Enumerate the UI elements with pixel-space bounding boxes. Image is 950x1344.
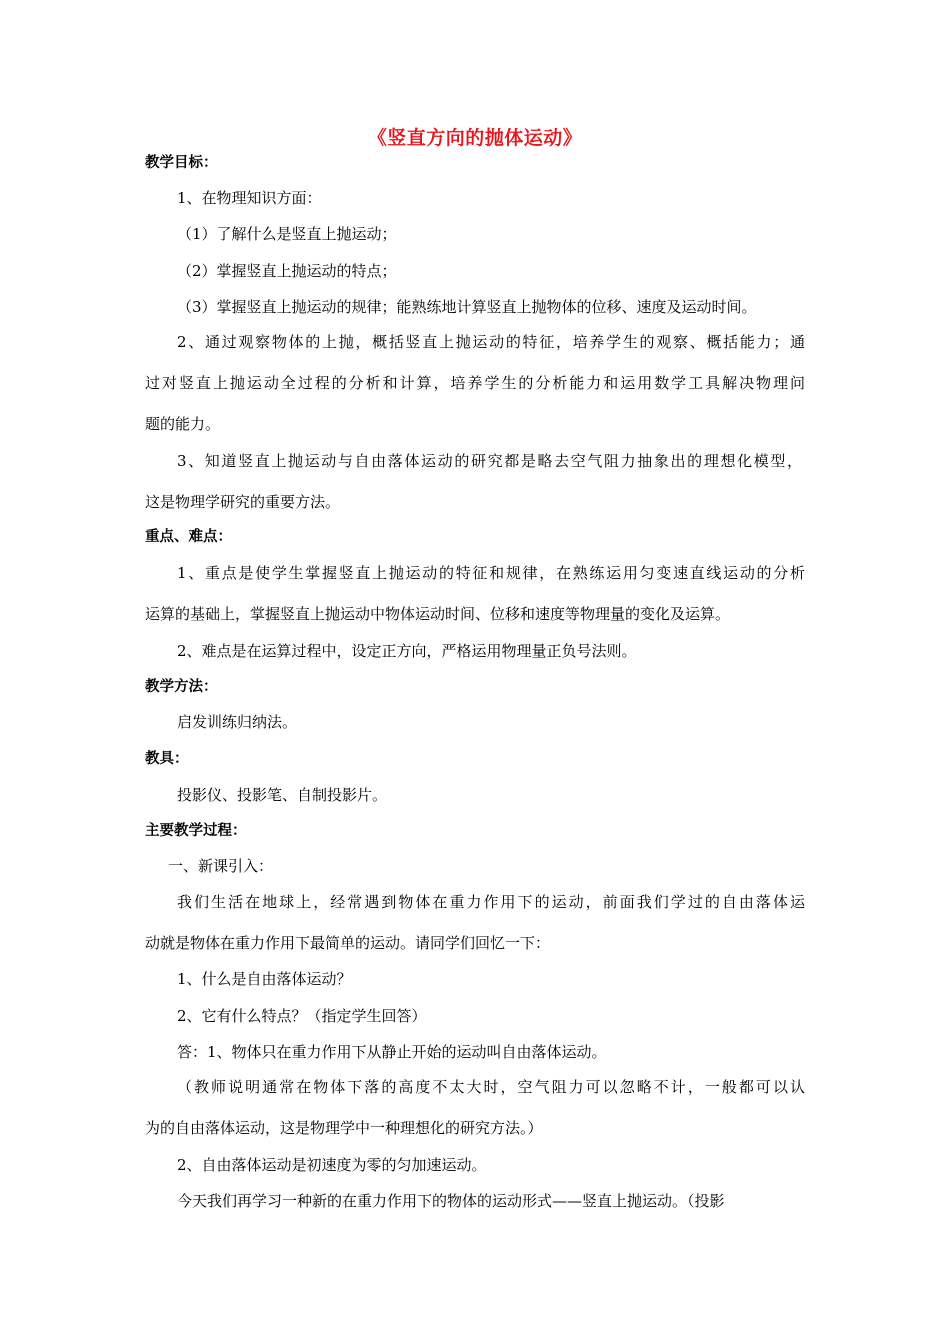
question-1: 1、什么是自由落体运动？ [177, 970, 352, 988]
answer-2: 2、自由落体运动是初速度为零的匀加速运动。 [177, 1156, 487, 1174]
objective-1: 1、在物理知识方面： [177, 189, 322, 207]
objective-1-3: （3）掌握竖直上抛运动的规律；能熟练地计算竖直上抛物体的位移、速度及运动时间。 [177, 298, 757, 316]
heading-teaching-method: 教学方法： [145, 679, 218, 695]
closing-line: 今天我们再学习一种新的在重力作用下的物体的运动形式——竖直上抛运动。（投影 [177, 1192, 725, 1210]
keypoint-1-line-2: 运算的基础上，掌握竖直上抛运动中物体运动时间、位移和速度等物理量的变化及运算。 [145, 605, 731, 623]
document-title: 《竖直方向的抛体运动》 [367, 127, 583, 149]
objective-2-line-2: 过对竖直上抛运动全过程的分析和计算，培养学生的分析能力和运用数学工具解决物理问 [145, 374, 805, 392]
teaching-method-text: 启发训练归纳法。 [177, 713, 298, 731]
keypoint-2: 2、难点是在运算过程中，设定正方向，严格运用物理量正负号法则。 [177, 642, 637, 660]
heading-teaching-tools: 教具： [145, 751, 189, 767]
teaching-tools-text: 投影仪、投影笔、自制投影片。 [177, 786, 388, 804]
teacher-note-line-1: （教师说明通常在物体下落的高度不太大时，空气阻力可以忽略不计，一般都可以认 [177, 1078, 805, 1096]
objective-1-2: （2）掌握竖直上抛运动的特点； [177, 262, 397, 280]
objective-2-line-3: 题的能力。 [145, 415, 221, 433]
objective-3-line-2: 这是物理学研究的重要方法。 [145, 493, 341, 511]
question-2: 2、它有什么特点？（指定学生回答） [177, 1007, 427, 1025]
keypoint-1-line-1: 1、重点是使学生掌握竖直上抛运动的特征和规律，在熟练运用匀变速直线运动的分析 [177, 564, 805, 582]
heading-teaching-objectives: 教学目标： [145, 155, 218, 171]
objective-2-line-1: 2、通过观察物体的上抛，概括竖直上抛运动的特征，培养学生的观察、概括能力；通 [177, 333, 805, 351]
heading-key-difficult-points: 重点、难点： [145, 529, 232, 545]
process-paragraph-line-2: 动就是物体在重力作用下最简单的运动。请同学们回忆一下： [145, 934, 551, 952]
objective-1-1: （1）了解什么是竖直上抛运动； [177, 225, 397, 243]
process-intro: 一、新课引入： [168, 857, 274, 875]
heading-teaching-process: 主要教学过程： [145, 823, 247, 839]
answer-1: 答：1、物体只在重力作用下从静止开始的运动叫自由落体运动。 [177, 1043, 607, 1061]
process-paragraph-line-1: 我们生活在地球上，经常遇到物体在重力作用下的运动，前面我们学过的自由落体运 [177, 893, 805, 911]
objective-3-line-1: 3、知道竖直上抛运动与自由落体运动的研究都是略去空气阻力抽象出的理想化模型， [177, 452, 802, 470]
teacher-note-line-2: 为的自由落体运动，这是物理学中一种理想化的研究方法。） [145, 1119, 543, 1137]
